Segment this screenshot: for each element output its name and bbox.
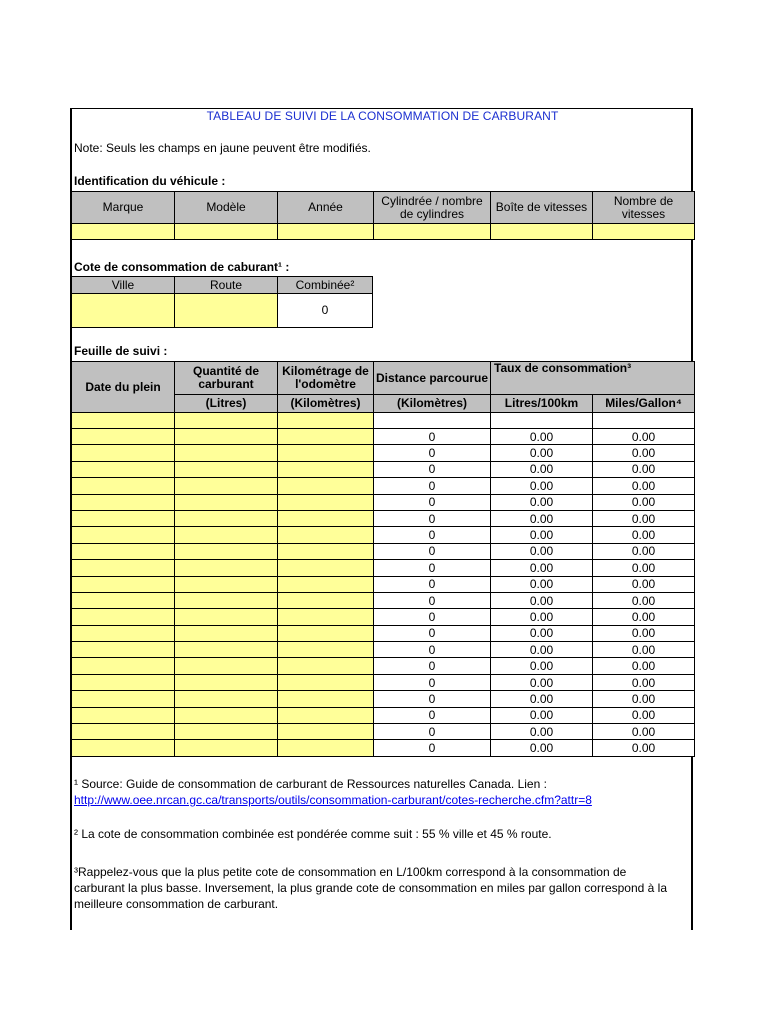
distance-cell: 0 (374, 658, 491, 674)
year-input-cell[interactable] (278, 224, 374, 240)
quantity-input-cell[interactable] (175, 478, 278, 494)
distance-cell: 0 (374, 691, 491, 707)
quantity-input-cell[interactable] (175, 527, 278, 543)
date-input-cell[interactable] (72, 543, 175, 559)
l100-cell: 0.00 (491, 576, 593, 592)
log-row (72, 625, 695, 641)
col-header-combined: Combinée² (278, 277, 373, 294)
mpg-cell: 0.00 (593, 691, 695, 707)
displacement-input-cell[interactable] (374, 224, 491, 240)
odometer-input-cell[interactable] (278, 560, 374, 576)
odometer-input-cell[interactable] (278, 609, 374, 625)
odometer-input-cell[interactable] (278, 724, 374, 740)
odometer-input-cell[interactable] (278, 527, 374, 543)
mpg-cell: 0.00 (593, 658, 695, 674)
l100-cell: 0.00 (491, 527, 593, 543)
col-header-quantity: Quantité de carburant (175, 362, 278, 395)
mpg-cell: 0.00 (593, 494, 695, 510)
date-input-cell[interactable] (72, 494, 175, 510)
highway-input-cell[interactable] (175, 294, 278, 328)
unit-distance-km: (Kilomètres) (374, 395, 491, 413)
odometer-input-cell[interactable] (278, 592, 374, 608)
quantity-input-cell[interactable] (175, 560, 278, 576)
distance-cell: 0 (374, 543, 491, 559)
log-row (72, 707, 695, 723)
odometer-input-cell[interactable] (278, 707, 374, 723)
col-header-displacement: Cylindrée / nombre de cylindres (374, 192, 491, 224)
quantity-input-cell[interactable] (175, 543, 278, 559)
quantity-input-cell[interactable] (175, 445, 278, 461)
distance-cell: 0 (374, 510, 491, 526)
distance-cell: 0 (374, 707, 491, 723)
mpg-cell: 0.00 (593, 478, 695, 494)
col-header-gears: Nombre de vitesses (593, 192, 695, 224)
odometer-input-cell[interactable] (278, 674, 374, 690)
date-input-cell[interactable] (72, 592, 175, 608)
log-row (72, 445, 695, 461)
distance-cell: 0 (374, 740, 491, 756)
log-row (72, 592, 695, 608)
quantity-input-cell[interactable] (175, 707, 278, 723)
quantity-input-cell[interactable] (175, 461, 278, 477)
log-row (72, 429, 695, 445)
l100-cell: 0.00 (491, 543, 593, 559)
l100-cell: 0.00 (491, 707, 593, 723)
odometer-input-cell[interactable] (278, 461, 374, 477)
date-input-cell[interactable] (72, 707, 175, 723)
quantity-input-cell[interactable] (175, 510, 278, 526)
odometer-input-cell[interactable] (278, 510, 374, 526)
vehicle-section-heading: Identification du véhicule : (74, 174, 226, 188)
distance-cell: 0 (374, 560, 491, 576)
odometer-input-cell[interactable] (278, 445, 374, 461)
date-input-cell[interactable] (72, 576, 175, 592)
col-header-distance: Distance parcourue (374, 362, 491, 395)
city-input-cell[interactable] (72, 294, 175, 328)
transmission-input-cell[interactable] (491, 224, 593, 240)
rating-table (71, 276, 373, 328)
distance-cell: 0 (374, 724, 491, 740)
date-input-cell[interactable] (72, 625, 175, 641)
quantity-input-cell[interactable] (175, 494, 278, 510)
quantity-input-cell[interactable] (175, 429, 278, 445)
date-input-cell[interactable] (72, 510, 175, 526)
col-header-highway: Route (175, 277, 278, 294)
log-row (72, 740, 695, 756)
l100-cell: 0.00 (491, 494, 593, 510)
mpg-cell: 0.00 (593, 576, 695, 592)
combined-value-cell: 0 (278, 294, 373, 328)
col-header-make: Marque (72, 192, 175, 224)
l100-cell: 0.00 (491, 429, 593, 445)
col-header-city: Ville (72, 277, 175, 294)
distance-cell: 0 (374, 445, 491, 461)
footnote-source (74, 776, 674, 808)
model-input-cell[interactable] (175, 224, 278, 240)
mpg-cell: 0.00 (593, 560, 695, 576)
col-header-model: Modèle (175, 192, 278, 224)
edit-note: Note: Seuls les champs en jaune peuvent être modifiés. (74, 141, 371, 155)
distance-cell: 0 (374, 478, 491, 494)
gears-input-cell[interactable] (593, 224, 695, 240)
date-input-cell[interactable] (72, 478, 175, 494)
footnote-combined-weighting: ² La cote de consommation combinée est pondérée comme suit : 55 % ville et 45 % route. (74, 827, 552, 841)
distance-cell: 0 (374, 494, 491, 510)
l100-cell: 0.00 (491, 461, 593, 477)
odometer-input-cell[interactable] (278, 478, 374, 494)
odometer-input-cell[interactable] (278, 543, 374, 559)
log-row (72, 642, 695, 658)
rating-section-heading: Cote de consommation de caburant¹ : (74, 260, 290, 274)
distance-cell: 0 (374, 642, 491, 658)
date-input-cell[interactable] (72, 691, 175, 707)
quantity-input-cell[interactable] (175, 691, 278, 707)
odometer-input-cell[interactable] (278, 413, 374, 429)
mpg-cell: 0.00 (593, 707, 695, 723)
log-row (72, 658, 695, 674)
date-input-cell[interactable] (72, 658, 175, 674)
make-input-cell[interactable] (72, 224, 175, 240)
quantity-input-cell[interactable] (175, 642, 278, 658)
mpg-cell: 0.00 (593, 429, 695, 445)
distance-cell: 0 (374, 609, 491, 625)
unit-litres: (Litres) (175, 395, 278, 413)
distance-cell: 0 (374, 461, 491, 477)
l100-cell: 0.00 (491, 478, 593, 494)
mpg-cell: 0.00 (593, 527, 695, 543)
col-header-odometer: Kilométrage de l'odomètre (278, 362, 374, 395)
date-input-cell[interactable] (72, 560, 175, 576)
date-input-cell[interactable] (72, 429, 175, 445)
l100-cell: 0.00 (491, 674, 593, 690)
mpg-cell (593, 413, 695, 429)
log-row (72, 527, 695, 543)
log-row (72, 691, 695, 707)
quantity-input-cell[interactable] (175, 609, 278, 625)
source-link[interactable]: http://www.oee.nrcan.gc.ca/transports/outils/consommation-carburant/cotes-recherche.cfm?attr=8 (74, 793, 592, 807)
date-input-cell[interactable] (72, 527, 175, 543)
mpg-cell: 0.00 (593, 543, 695, 559)
date-input-cell[interactable] (72, 642, 175, 658)
col-header-transmission: Boîte de vitesses (491, 192, 593, 224)
log-section-heading: Feuille de suivi : (74, 344, 168, 358)
unit-miles-per-gallon: Miles/Gallon⁴ (593, 395, 695, 413)
log-row (72, 609, 695, 625)
mpg-cell: 0.00 (593, 592, 695, 608)
mpg-cell: 0.00 (593, 724, 695, 740)
l100-cell: 0.00 (491, 609, 593, 625)
odometer-input-cell[interactable] (278, 642, 374, 658)
log-table (71, 361, 695, 757)
distance-cell: 0 (374, 625, 491, 641)
mpg-cell: 0.00 (593, 674, 695, 690)
quantity-input-cell[interactable] (175, 413, 278, 429)
odometer-input-cell[interactable] (278, 429, 374, 445)
mpg-cell: 0.00 (593, 510, 695, 526)
log-row (72, 510, 695, 526)
l100-cell: 0.00 (491, 445, 593, 461)
footnote-consumption-reminder: ³Rappelez-vous que la plus petite cote de consommation en L/100km correspond à la consommation de carburant la plus basse. Inversement, la plus grande cote de consommation en miles par gallon correspond à la meilleure consommation de carburant. (74, 865, 667, 911)
distance-cell: 0 (374, 674, 491, 690)
odometer-input-cell[interactable] (278, 740, 374, 756)
distance-cell: 0 (374, 576, 491, 592)
distance-cell: 0 (374, 592, 491, 608)
log-row (72, 543, 695, 559)
mpg-cell: 0.00 (593, 740, 695, 756)
unit-odometer-km: (Kilomètres) (278, 395, 374, 413)
col-header-date: Date du plein (72, 362, 175, 413)
log-row (72, 478, 695, 494)
l100-cell: 0.00 (491, 658, 593, 674)
l100-cell: 0.00 (491, 740, 593, 756)
log-rows (72, 429, 695, 757)
log-row (72, 576, 695, 592)
col-header-consumption-rate: Taux de consommation³ (491, 362, 695, 395)
quantity-input-cell[interactable] (175, 658, 278, 674)
odometer-input-cell[interactable] (278, 494, 374, 510)
log-row (72, 461, 695, 477)
quantity-input-cell[interactable] (175, 625, 278, 641)
date-input-cell[interactable] (72, 461, 175, 477)
mpg-cell: 0.00 (593, 642, 695, 658)
quantity-input-cell[interactable] (175, 576, 278, 592)
mpg-cell: 0.00 (593, 461, 695, 477)
distance-cell: 0 (374, 527, 491, 543)
odometer-input-cell[interactable] (278, 658, 374, 674)
date-input-cell[interactable] (72, 674, 175, 690)
l100-cell: 0.00 (491, 625, 593, 641)
log-row (72, 494, 695, 510)
l100-cell: 0.00 (491, 642, 593, 658)
date-input-cell[interactable] (72, 413, 175, 429)
footnote-source-text: ¹ Source: Guide de consommation de carburant de Ressources naturelles Canada. Lien : (74, 777, 547, 791)
date-input-cell[interactable] (72, 609, 175, 625)
log-row (72, 674, 695, 690)
quantity-input-cell[interactable] (175, 740, 278, 756)
quantity-input-cell[interactable] (175, 592, 278, 608)
page-title: TABLEAU DE SUIVI DE LA CONSOMMATION DE CARBURANT (206, 109, 559, 123)
l100-cell (491, 413, 593, 429)
distance-cell: 0 (374, 429, 491, 445)
distance-cell (374, 413, 491, 429)
l100-cell: 0.00 (491, 592, 593, 608)
mpg-cell: 0.00 (593, 445, 695, 461)
date-input-cell[interactable] (72, 724, 175, 740)
quantity-input-cell[interactable] (175, 724, 278, 740)
l100-cell: 0.00 (491, 510, 593, 526)
vehicle-table (71, 191, 695, 240)
odometer-input-cell[interactable] (278, 625, 374, 641)
l100-cell: 0.00 (491, 691, 593, 707)
date-input-cell[interactable] (72, 740, 175, 756)
date-input-cell[interactable] (72, 445, 175, 461)
l100-cell: 0.00 (491, 560, 593, 576)
mpg-cell: 0.00 (593, 625, 695, 641)
odometer-input-cell[interactable] (278, 691, 374, 707)
mpg-cell: 0.00 (593, 609, 695, 625)
odometer-input-cell[interactable] (278, 576, 374, 592)
log-row (72, 724, 695, 740)
quantity-input-cell[interactable] (175, 674, 278, 690)
l100-cell: 0.00 (491, 724, 593, 740)
log-row (72, 560, 695, 576)
col-header-year: Année (278, 192, 374, 224)
unit-litres-per-100km: Litres/100km (491, 395, 593, 413)
